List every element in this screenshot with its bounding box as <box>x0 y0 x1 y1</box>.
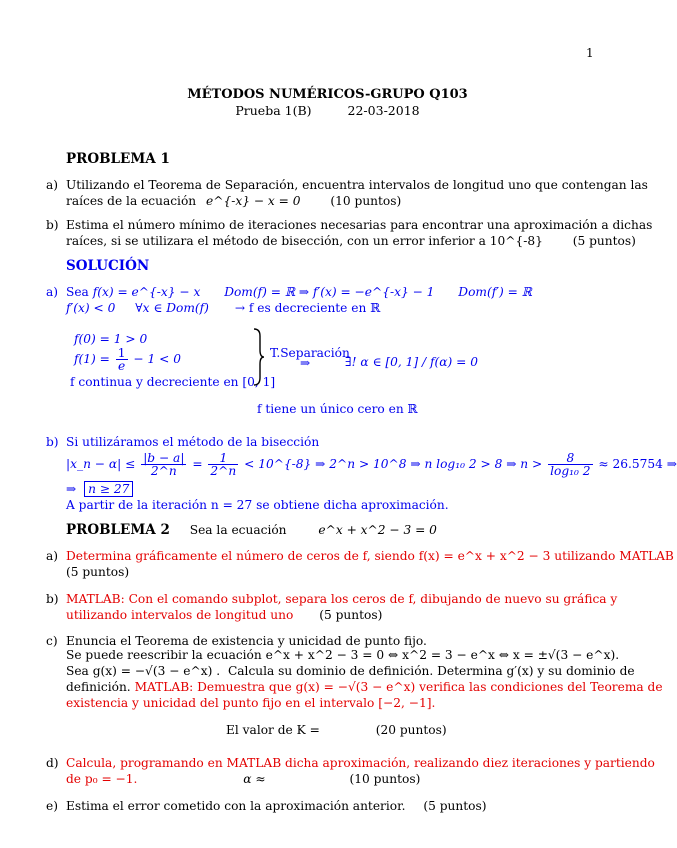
sol-b-chain: < 10^{-8} ⇒ 2^n > 10^8 ⇒ n log₁₀ 2 > 8 ⇒ n > <box>244 457 543 471</box>
sol-a-implies: ⇒ <box>300 356 311 370</box>
sol-b-approx: ≈ 26.5754 ⇒ <box>598 457 677 471</box>
problem-1-heading: PROBLEMA 1 <box>66 151 170 167</box>
p2d-points: (10 puntos) <box>349 772 421 786</box>
p2b-points: (5 puntos) <box>319 608 383 622</box>
sol-b-line1: Si utilizáramos el método de la bisección <box>66 435 320 449</box>
p2c-line1: Enuncia el Teorema de existencia y unicidad de punto fijo. <box>66 634 427 648</box>
p1b-line2 <box>66 234 636 249</box>
exam-subtitle <box>0 103 655 118</box>
p2c-k-label: El valor de K = <box>226 723 320 737</box>
sol-b-conclusion: A partir de la iteración n = 27 se obtiene dicha aproximación. <box>66 498 449 512</box>
sol-a-theorem: T.Separación <box>270 346 350 360</box>
p2c-line4 <box>66 680 663 695</box>
p2c-line5: existencia y unicidad del punto fijo en el intervalo [−2, −1]. <box>66 696 436 710</box>
sol-b-frac2-den: 2^n <box>210 464 237 478</box>
p2a-label: a) <box>46 549 59 563</box>
p2b-label: b) <box>46 592 59 606</box>
page-title: MÉTODOS NUMÉRICOS-GRUPO Q103 <box>187 87 468 102</box>
problem-2-heading: PROBLEMA 2 <box>66 522 170 538</box>
p1a-equation: e^{-x} − x = 0 <box>206 194 301 208</box>
p1a-label: a) <box>46 178 59 192</box>
sol-a-f1-fraction <box>116 347 128 372</box>
sol-a-forall: ∀x ∈ Dom(f) <box>135 301 209 315</box>
p1b-line1: Estima el número mínimo de iteraciones necesarias para encontrar una aproximación a dichas <box>66 218 653 232</box>
sol-a-conclusion: ∃! α ∈ [0, 1] / f(α) = 0 <box>345 355 478 369</box>
sol-a-line2 <box>66 301 380 316</box>
exam-date: 22-03-2018 <box>347 103 420 118</box>
p1a-line1: Utilizando el Teorema de Separación, encuentra intervalos de longitud uno que contengan las <box>66 178 648 192</box>
sol-a-decreasing: → f es decreciente en ℝ <box>234 301 381 315</box>
solution-heading: SOLUCIÓN <box>66 258 150 274</box>
p1a-line2-text: raíces de la ecuación <box>66 194 197 208</box>
p2c-domain-text: Calcula su dominio de definición. Determina g′(x) y su dominio de <box>227 664 635 678</box>
p1b-line2-text: raíces, si se utilizara el método de bisección, con un error inferior a 10^{-8} <box>66 234 543 248</box>
p2c-label: c) <box>46 634 58 648</box>
sol-a-derivative-sign: f′(x) < 0 <box>66 301 116 315</box>
sol-a-label: a) <box>46 285 59 299</box>
sol-a-f1 <box>74 347 181 372</box>
p2c-line3 <box>66 664 635 679</box>
p2e-label: e) <box>46 799 58 813</box>
sol-a-f1-den: e <box>118 359 126 373</box>
p2c-line2: Se puede reescribir la ecuación e^x + x^2 − 3 = 0 ⇔ x^2 = 3 − e^x ⇔ x = ±√(3 − e^x). <box>66 648 620 662</box>
sol-a-dom2: Dom(f′) = ℝ <box>458 285 532 299</box>
sol-b-frac1 <box>141 452 186 477</box>
p2c-k-line <box>226 723 447 738</box>
p2c-matlab-demo: MATLAB: Demuestra que g(x) = −√(3 − e^x) verifica las condiciones del Teorema de <box>134 680 663 694</box>
p1a-line2 <box>66 194 401 209</box>
p2d-line2 <box>66 772 420 787</box>
sol-b-frac3-den: log₁₀ 2 <box>550 464 591 478</box>
exam-name: Prueba 1(B) <box>235 103 312 118</box>
sol-a-f0: f(0) = 1 > 0 <box>74 332 148 346</box>
p2b-line1: MATLAB: Con el comando subplot, separa los ceros de f, dibujando de nuevo su gráfica y <box>66 592 618 606</box>
sol-b-frac2 <box>208 452 238 477</box>
p2c-k-points: (20 puntos) <box>375 723 447 737</box>
sol-b-frac2-num: 1 <box>208 452 238 465</box>
p1a-points: (10 puntos) <box>330 194 402 208</box>
sol-a-f1-num: 1 <box>117 346 126 360</box>
sol-b-label: b) <box>46 435 59 449</box>
sol-a-dom: Dom(f) = ℝ ⇒ f′(x) = −e^{-x} − 1 <box>224 285 435 299</box>
sol-a-f1-right: − 1 < 0 <box>133 352 181 366</box>
sol-b-result <box>66 482 133 497</box>
sol-b-frac1-den: 2^n <box>150 464 177 478</box>
p2d-start: de p₀ = −1. <box>66 772 138 786</box>
sol-b-equals: = <box>192 457 203 471</box>
sol-b-frac3-num: 8 <box>548 452 592 465</box>
p2e-text: Estima el error cometido con la aproximación anterior. <box>66 799 406 813</box>
sol-b-frac3 <box>548 452 592 477</box>
page-number: 1 <box>586 46 594 60</box>
sol-a-f1-left: f(1) = <box>74 352 110 366</box>
sol-b-arrow: ⇒ <box>66 482 77 496</box>
sol-a-sea: Sea <box>66 285 89 299</box>
p2a-points: (5 puntos) <box>66 565 130 579</box>
p2e-points: (5 puntos) <box>423 799 487 813</box>
p2b-line2 <box>66 608 382 623</box>
sol-a-f-def: f(x) = e^{-x} − x <box>92 285 201 299</box>
right-brace <box>253 328 265 386</box>
p2e-line <box>66 799 486 814</box>
p2c-definition: definición. <box>66 680 131 694</box>
sol-b-error: |x_n − α| ≤ <box>66 457 136 471</box>
problem-2-equation: e^x + x^2 − 3 = 0 <box>318 523 437 537</box>
p1b-label: b) <box>46 218 59 232</box>
sol-b-frac1-num: |b − a| <box>143 451 185 465</box>
problem-2-intro: Sea la ecuación <box>189 523 287 537</box>
p1b-points: (5 puntos) <box>572 234 636 248</box>
p2b-line2-text: utilizando intervalos de longitud uno <box>66 608 294 622</box>
sol-b-boxed-answer: n ≥ 27 <box>84 481 133 497</box>
p2a-line1: Determina gráficamente el número de ceros de f, siendo f(x) = e^x + x^2 − 3 utilizando MATLAB <box>66 549 674 563</box>
p2c-g-def: Sea g(x) = −√(3 − e^x) . <box>66 664 221 678</box>
p2d-line1: Calcula, programando en MATLAB dicha aproximación, realizando diez iteraciones y partiendo <box>66 756 655 770</box>
p2d-alpha: α ≈ <box>243 772 266 786</box>
sol-a-line1 <box>66 285 532 300</box>
p2d-label: d) <box>46 756 59 770</box>
problem-2-header <box>66 523 437 538</box>
sol-a-continuity: f continua y decreciente en [0, 1] <box>70 375 276 389</box>
sol-a-unique-zero: f tiene un único cero en ℝ <box>257 402 418 416</box>
sol-b-inequality <box>66 452 677 477</box>
